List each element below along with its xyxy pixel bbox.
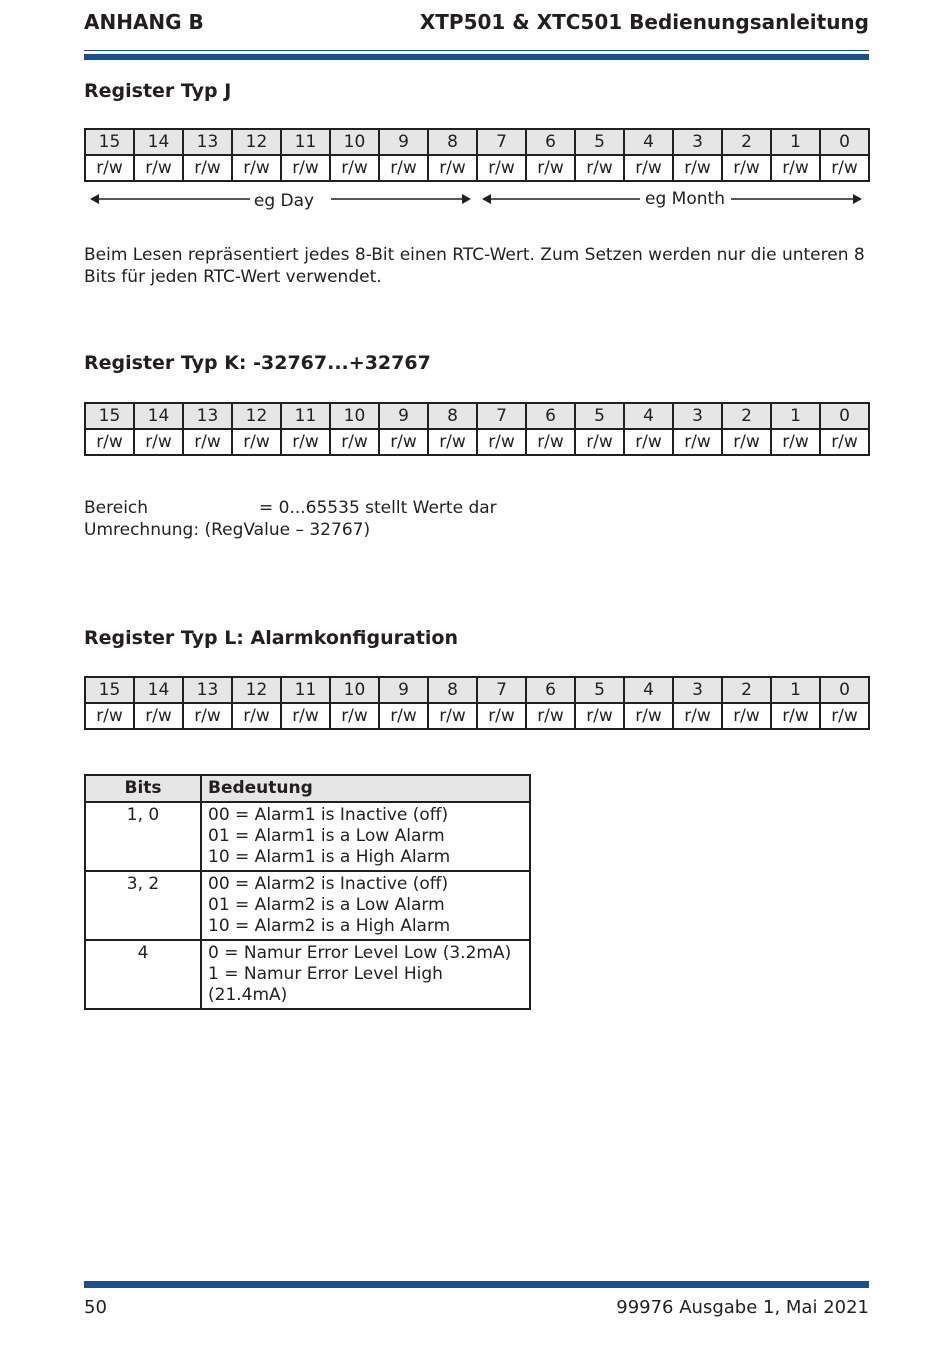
bit-number-cell: 12 [232,129,281,155]
arrow-day-label: eg Day [253,191,315,211]
arrow-month-label: eg Month [645,189,725,209]
register-j-bit-table [84,128,870,182]
bit-number-cell: 7 [477,677,526,703]
bit-access-row [85,429,869,455]
bit-number-cell: 14 [134,677,183,703]
column-header-bits: Bits [85,775,201,802]
bit-number-row [85,677,869,703]
register-j-byte-arrows [84,186,870,218]
bit-number-cell: 9 [379,677,428,703]
bit-access-cell: r/w [624,703,673,729]
bit-access-cell: r/w [379,703,428,729]
bit-number-cell: 4 [624,677,673,703]
bit-access-cell: r/w [183,429,232,455]
bit-number-cell: 1 [771,677,820,703]
bit-number-cell: 5 [575,129,624,155]
header-section-label: ANHANG B [84,10,204,34]
register-k-bit-table [84,402,870,456]
bit-access-cell: r/w [673,155,722,181]
bit-access-cell: r/w [526,155,575,181]
bit-number-cell: 10 [330,403,379,429]
meaning-line: 1 = Namur Error Level High (21.4mA) [208,964,443,1005]
bit-number-cell: 15 [85,129,134,155]
bit-number-cell: 11 [281,129,330,155]
bit-number-cell: 1 [771,129,820,155]
range-value: = 0...65535 stellt Werte dar [259,498,497,518]
bit-number-cell: 15 [85,677,134,703]
bit-access-cell: r/w [428,703,477,729]
footer-divider [84,1281,869,1288]
bit-number-cell: 11 [281,403,330,429]
bit-access-cell: r/w [85,429,134,455]
bit-number-cell: 0 [820,677,869,703]
bit-access-cell: r/w [232,155,281,181]
bit-number-cell: 7 [477,129,526,155]
bit-access-cell: r/w [771,703,820,729]
bit-number-cell: 2 [722,129,771,155]
header-divider-thin [84,50,869,51]
bit-number-cell: 3 [673,129,722,155]
bit-number-cell: 14 [134,129,183,155]
bit-number-cell: 9 [379,403,428,429]
bit-number-cell: 4 [624,129,673,155]
bit-number-cell: 8 [428,129,477,155]
table-row [85,940,530,1009]
bit-access-cell: r/w [379,155,428,181]
bit-access-cell: r/w [477,703,526,729]
meaning-line: 0 = Namur Error Level Low (3.2mA) [208,943,512,963]
meaning-cell [201,802,530,871]
bit-access-cell: r/w [477,429,526,455]
bit-access-cell: r/w [134,703,183,729]
bit-number-cell: 2 [722,403,771,429]
meaning-line: 00 = Alarm1 is Inactive (off) [208,805,449,825]
bit-number-cell: 11 [281,677,330,703]
bit-access-row [85,703,869,729]
bit-number-cell: 13 [183,677,232,703]
bit-number-cell: 6 [526,677,575,703]
bit-access-cell: r/w [379,429,428,455]
bit-access-cell: r/w [183,155,232,181]
bit-access-cell: r/w [183,703,232,729]
bit-number-cell: 3 [673,403,722,429]
bit-access-cell: r/w [526,703,575,729]
bit-access-cell: r/w [673,429,722,455]
bit-access-cell: r/w [722,703,771,729]
register-l-bit-table [84,676,870,730]
bit-number-cell: 1 [771,403,820,429]
bit-access-cell: r/w [624,155,673,181]
page-number: 50 [84,1297,107,1318]
bit-access-cell: r/w [771,429,820,455]
bit-access-cell: r/w [281,429,330,455]
bit-number-cell: 9 [379,129,428,155]
register-j-description: Beim Lesen repräsentiert jedes 8-Bit einen RTC-Wert. Zum Setzen werden nur die unteren 8 Bits für jeden RTC-Wert verwendet. [84,245,865,287]
register-l-title: Register Typ L: Alarmkonfiguration [84,627,459,649]
bit-number-cell: 10 [330,677,379,703]
bit-access-cell: r/w [722,155,771,181]
table-row [85,871,530,940]
meaning-line: 00 = Alarm2 is Inactive (off) [208,874,449,894]
bit-access-cell: r/w [428,155,477,181]
bit-access-cell: r/w [820,429,869,455]
bit-number-cell: 3 [673,677,722,703]
bit-number-cell: 8 [428,403,477,429]
bits-cell: 1, 0 [85,802,201,871]
bit-access-cell: r/w [330,703,379,729]
table-row [85,802,530,871]
meaning-cell [201,940,530,1009]
bit-access-cell: r/w [134,155,183,181]
bit-number-cell: 13 [183,129,232,155]
bit-number-cell: 6 [526,403,575,429]
bit-access-cell: r/w [477,155,526,181]
bit-access-cell: r/w [428,429,477,455]
edition-info: 99976 Ausgabe 1, Mai 2021 [616,1297,869,1318]
bit-access-cell: r/w [820,703,869,729]
bit-access-cell: r/w [771,155,820,181]
meaning-cell [201,871,530,940]
bit-number-cell: 12 [232,403,281,429]
bit-access-cell: r/w [330,155,379,181]
bit-access-cell: r/w [232,429,281,455]
bits-cell: 3, 2 [85,871,201,940]
meaning-line: 01 = Alarm2 is a Low Alarm [208,895,445,915]
bit-number-row [85,403,869,429]
bit-number-cell: 0 [820,403,869,429]
header-divider-thick [84,54,869,60]
meaning-line: 10 = Alarm2 is a High Alarm [208,916,451,936]
bit-number-cell: 14 [134,403,183,429]
bit-access-cell: r/w [330,429,379,455]
range-label: Bereich [84,498,149,518]
conversion-formula: Umrechnung: (RegValue – 32767) [84,520,371,540]
bit-number-cell: 10 [330,129,379,155]
bit-number-cell: 12 [232,677,281,703]
bit-access-cell: r/w [673,703,722,729]
bit-access-cell: r/w [281,155,330,181]
bit-number-cell: 0 [820,129,869,155]
header-document-title: XTP501 & XTC501 Bedienungsanleitung [419,10,869,34]
bit-number-row [85,129,869,155]
bit-access-cell: r/w [134,429,183,455]
register-k-title: Register Typ K: -32767...+32767 [84,352,431,374]
meaning-line: 10 = Alarm1 is a High Alarm [208,847,451,867]
bits-cell: 4 [85,940,201,1009]
bit-access-cell: r/w [575,155,624,181]
bit-number-cell: 8 [428,677,477,703]
bit-access-cell: r/w [575,703,624,729]
bit-access-cell: r/w [624,429,673,455]
bit-access-cell: r/w [85,155,134,181]
register-j-title: Register Typ J [84,80,232,102]
bit-access-cell: r/w [281,703,330,729]
bit-number-cell: 2 [722,677,771,703]
column-header-meaning: Bedeutung [201,775,530,802]
bit-access-cell: r/w [820,155,869,181]
bit-access-cell: r/w [232,703,281,729]
bit-number-cell: 5 [575,677,624,703]
bit-number-cell: 4 [624,403,673,429]
bit-number-cell: 6 [526,129,575,155]
bit-number-cell: 5 [575,403,624,429]
bit-access-cell: r/w [85,703,134,729]
bit-access-cell: r/w [575,429,624,455]
meaning-line: 01 = Alarm1 is a Low Alarm [208,826,445,846]
bit-access-cell: r/w [526,429,575,455]
bit-number-cell: 7 [477,403,526,429]
bit-access-cell: r/w [722,429,771,455]
bit-access-row [85,155,869,181]
bit-number-cell: 15 [85,403,134,429]
bit-number-cell: 13 [183,403,232,429]
alarm-config-table [84,774,531,1010]
